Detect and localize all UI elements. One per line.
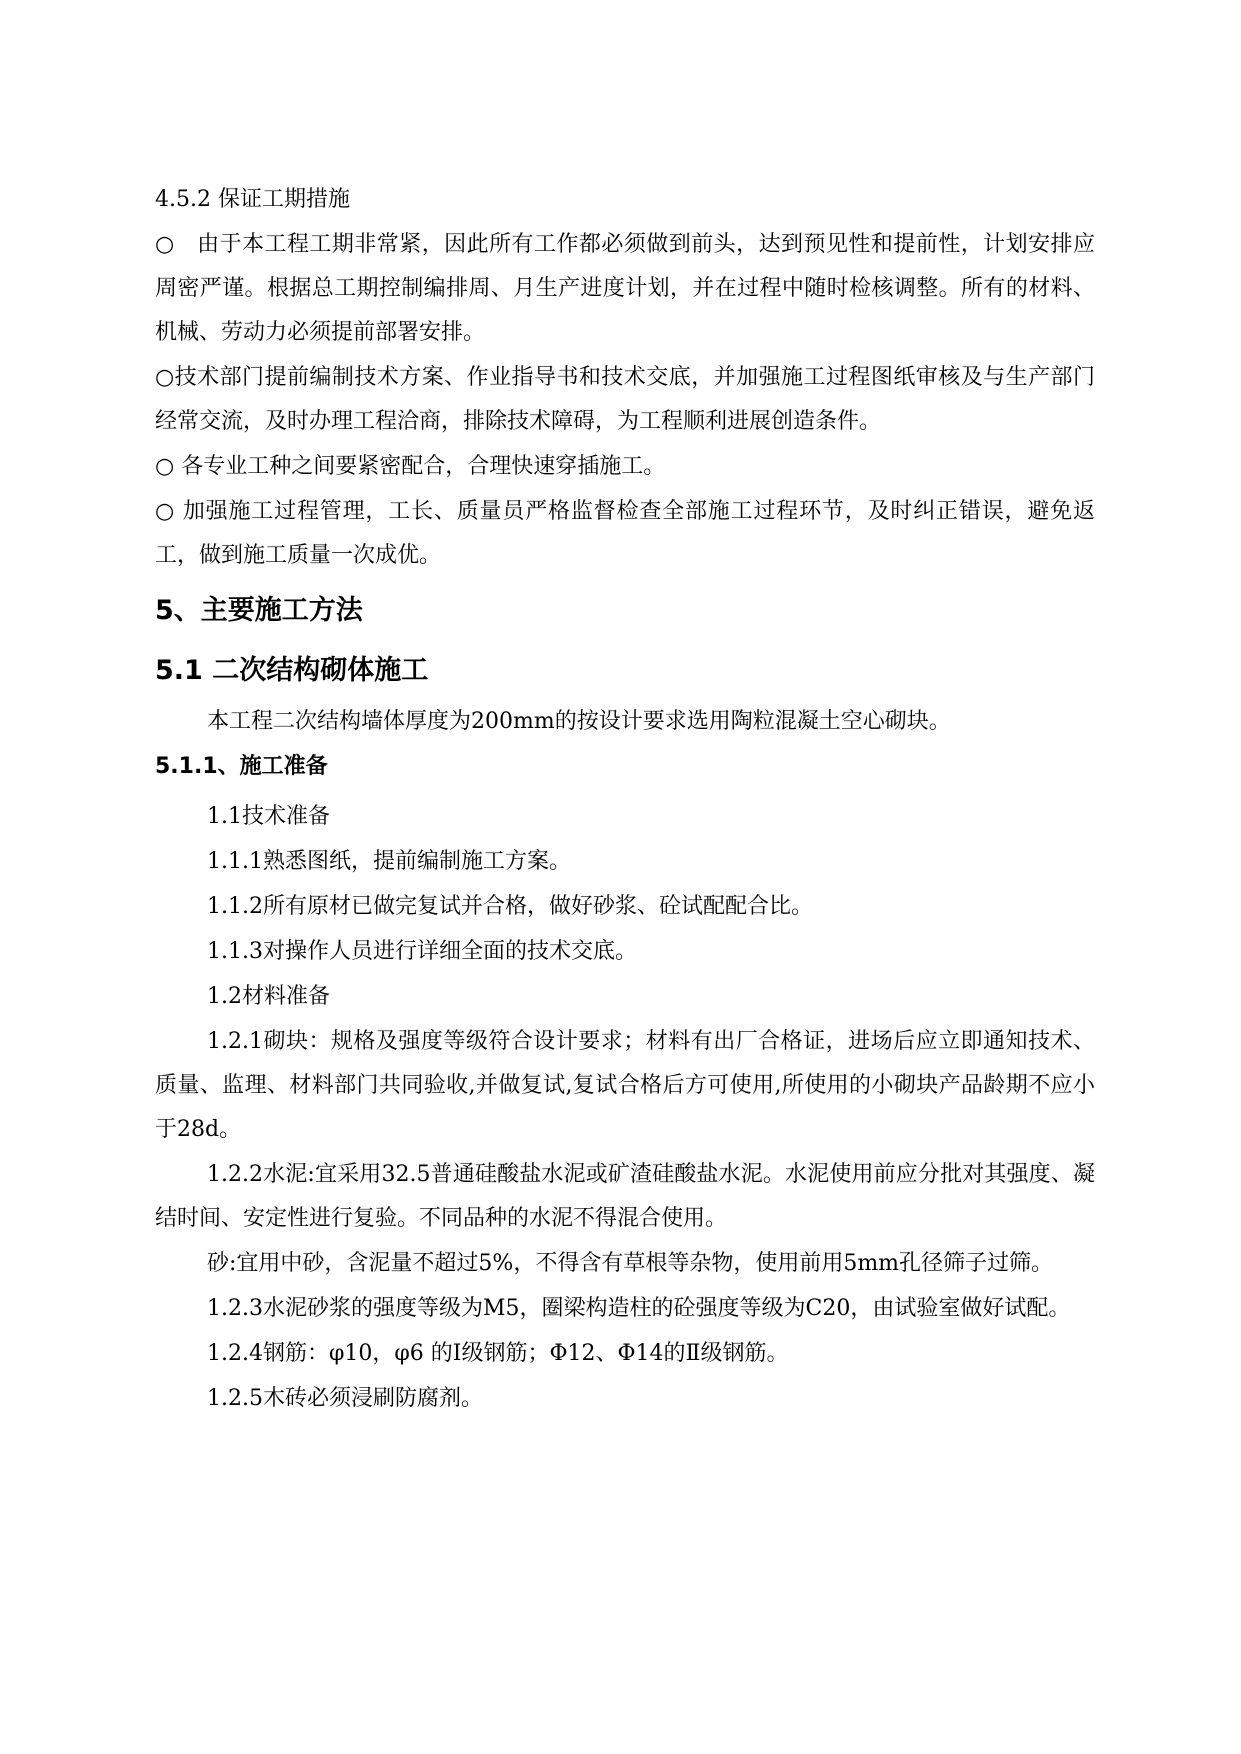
document-page [155, 178, 1095, 1422]
section-heading-5-1: 5.1 二次结构砌体施工 [155, 655, 429, 686]
list-item: 1.2.5木砖必须浸刷防腐剂。 [207, 1386, 483, 1411]
list-item: 1.1.3对操作人员进行详细全面的技术交底。 [207, 939, 637, 964]
section-heading-4-5-2: 4.5.2 保证工期措施 [155, 187, 350, 212]
paragraph-technical-department: ○技术部门提前编制技术方案、作业指导书和技术交底，并加强施工过程图纸审核及与生产部门经常交流，及时办理工程洽商，排除技术障碍，为工程顺利进展创造条件。 [155, 365, 1095, 434]
list-item: 砂:宜用中砂，含泥量不超过5%，不得含有草根等杂物，使用前用5mm孔径筛子过筛。 [207, 1251, 1054, 1276]
list-item: 1.1.2所有原材已做完复试并合格，做好砂浆、砼试配配合比。 [207, 894, 813, 919]
paragraph-schedule-planning: ○ 由于本工程工期非常紧，因此所有工作都必须做到前头，达到预见性和提前性，计划安排应周密严谨。根据总工期控制编排周、月生产进度计划，并在过程中随时检核调整。所有的材料、机械、劳动力必须提前部署安排。 [155, 232, 1095, 345]
list-item: 1.1技术准备 [207, 804, 330, 829]
section-heading-5-1-1: 5.1.1、施工准备 [155, 754, 328, 779]
list-item: 1.2.1砌块：规格及强度等级符合设计要求；材料有出厂合格证，进场后应立即通知技术、质量、监理、材料部门共同验收,并做复试,复试合格后方可使用,所使用的小砌块产品龄期不应小于28d。 [155, 1029, 1095, 1142]
paragraph-process-management: ○ 加强施工过程管理，工长、质量员严格监督检查全部施工过程环节，及时纠正错误，避免返工，做到施工质量一次成优。 [155, 499, 1095, 568]
paragraph-wall-thickness: 本工程二次结构墙体厚度为200mm的按设计要求选用陶粒混凝土空心砌块。 [207, 709, 951, 734]
section-heading-5: 5、主要施工方法 [155, 595, 363, 626]
list-item: 1.1.1熟悉图纸，提前编制施工方案。 [207, 849, 571, 874]
paragraph-trade-coordination: ○ 各专业工种之间要紧密配合，合理快速穿插施工。 [155, 454, 666, 479]
list-item: 1.2.2水泥:宜采用32.5普通硅酸盐水泥或矿渣硅酸盐水泥。水泥使用前应分批对其强度、凝结时间、安定性进行复验。不同品种的水泥不得混合使用。 [155, 1162, 1095, 1231]
list-item: 1.2材料准备 [207, 984, 330, 1009]
list-item: 1.2.3水泥砂浆的强度等级为M5，圈梁构造柱的砼强度等级为C20，由试验室做好试配。 [207, 1296, 1071, 1321]
list-item: 1.2.4钢筋：φ10，φ6 的Ⅰ级钢筋；Φ12、Φ14的Ⅱ级钢筋。 [207, 1341, 789, 1366]
